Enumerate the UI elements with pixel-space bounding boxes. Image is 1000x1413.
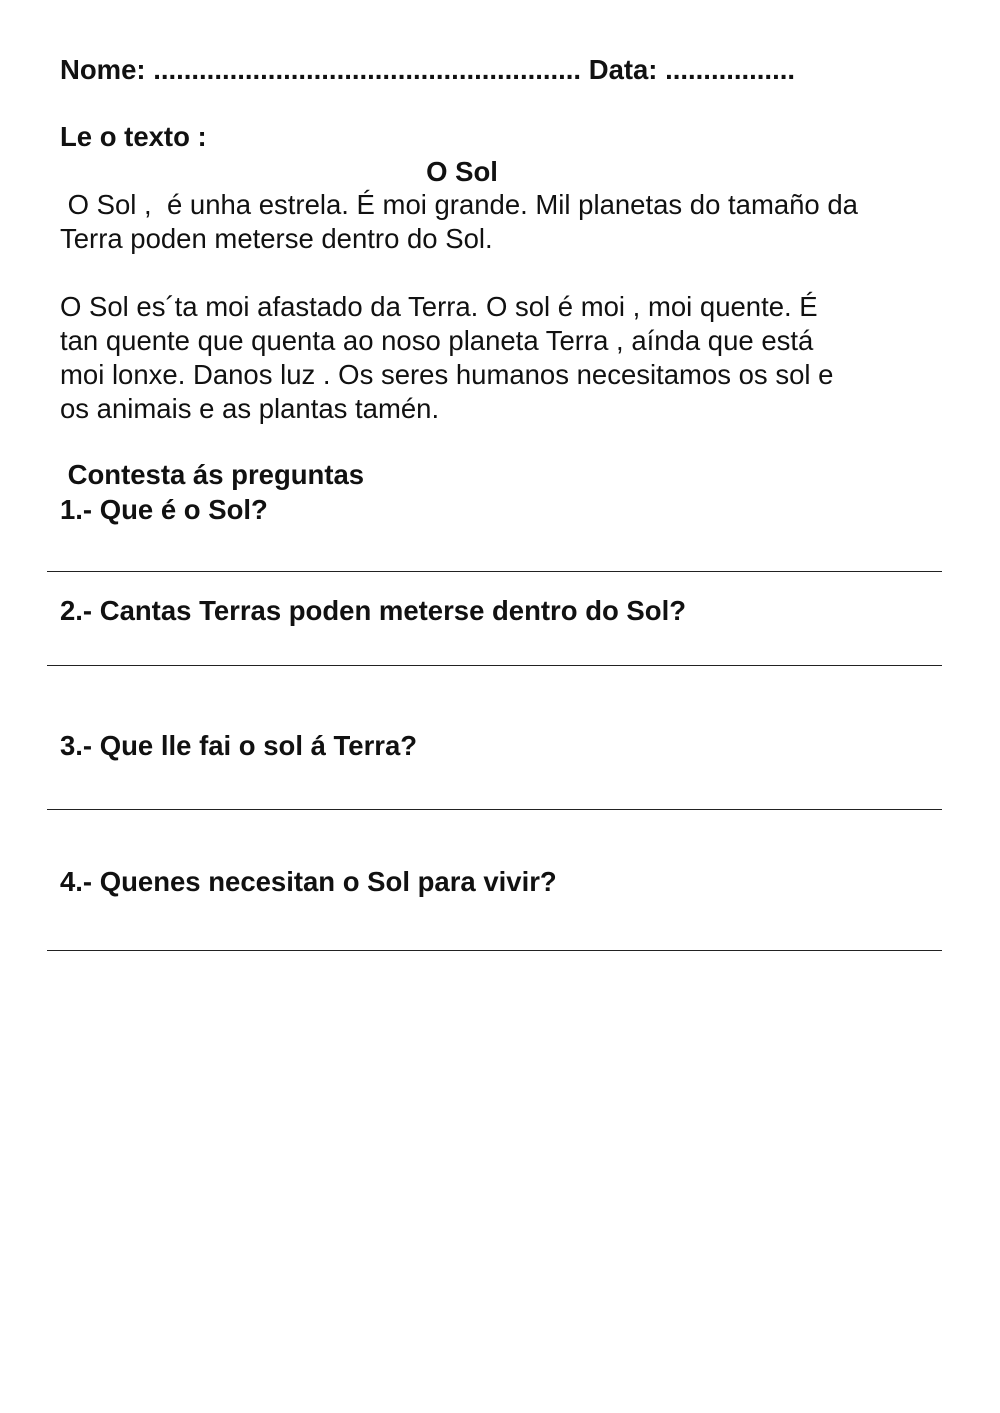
questions-heading: Contesta ás preguntas [60,459,365,490]
paragraph2-line1: O Sol es´ta moi afastado da Terra. O sol é moi , moi quente. É [60,291,818,322]
paragraph2-line4: os animais e as plantas tamén. [60,393,440,424]
instruction-heading: Le o texto : [60,121,207,152]
question-3: 3.- Que lle fai o sol á Terra? [60,730,418,761]
name-date-line: Nome: ........................................................ Data: ................. [60,54,795,85]
reading-title: O Sol [426,156,498,187]
paragraph2-line3: moi lonxe. Danos luz . Os seres humanos necesitamos os sol e [60,359,834,390]
answer-line-1 [47,571,942,572]
question-2: 2.- Cantas Terras poden meterse dentro do Sol? [60,595,687,626]
answer-line-4 [47,950,942,951]
question-1: 1.- Que é o Sol? [60,494,268,525]
question-4: 4.- Quenes necesitan o Sol para vivir? [60,866,557,897]
paragraph1-line2: Terra poden meterse dentro do Sol. [60,223,493,254]
paragraph1-line1: O Sol , é unha estrela. É moi grande. Mil planetas do tamaño da [60,189,858,220]
paragraph2-line2: tan quente que quenta ao noso planeta Terra , aínda que está [60,325,814,356]
answer-line-2 [47,665,942,666]
answer-line-3 [47,809,942,810]
